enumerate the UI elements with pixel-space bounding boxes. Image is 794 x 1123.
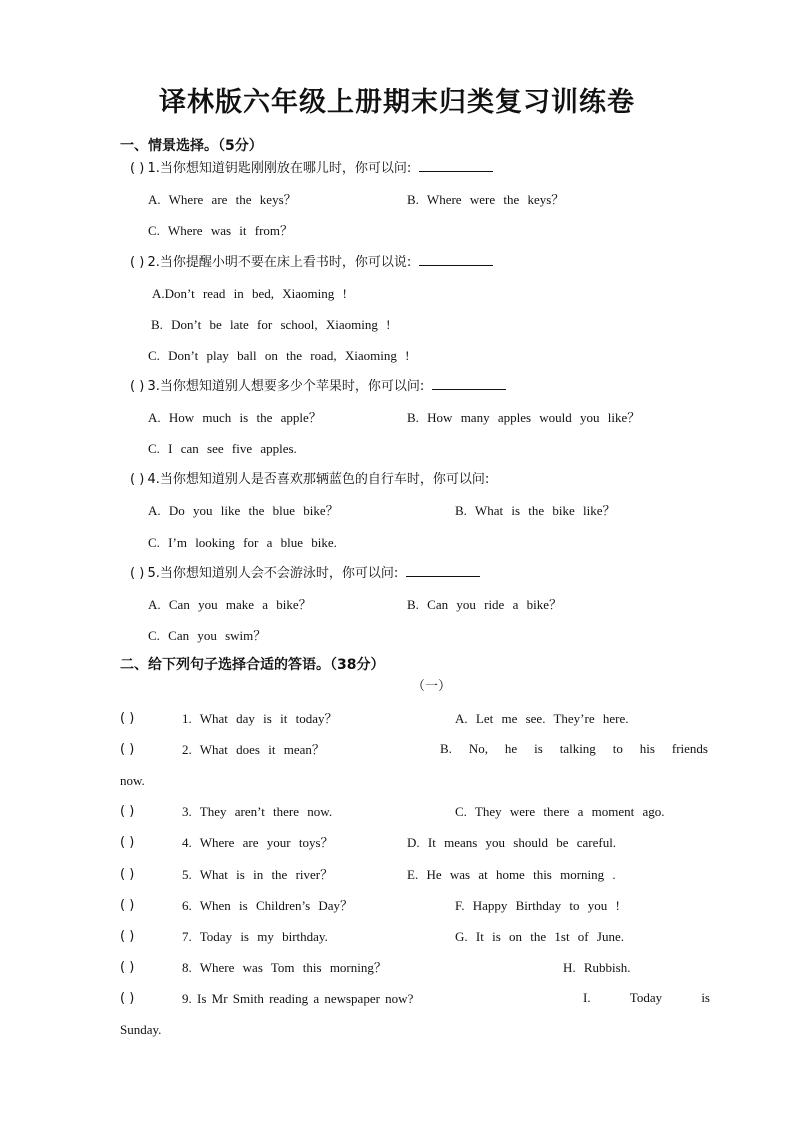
answer-paren[interactable]: ( ) — [120, 742, 135, 757]
question-stem: 1.当你想知道钥匙刚刚放在哪儿时，你可以问: — [147, 161, 412, 176]
section1-heading: 一、情景选择。（5分） — [120, 138, 263, 154]
answer-blank[interactable] — [419, 253, 493, 266]
question-row — [130, 470, 489, 489]
option-c: C. I can see five apples. — [148, 441, 297, 456]
answer-blank[interactable] — [419, 159, 493, 172]
answer-paren[interactable]: ( ) — [120, 960, 135, 975]
question-row — [130, 377, 506, 396]
answer-paren[interactable]: ( ) — [120, 711, 135, 726]
match-question: 4. Where are your toys？ — [182, 835, 334, 850]
answer-word: he — [504, 741, 518, 756]
match-answer: D. It means you should be careful. — [407, 835, 617, 850]
option-b: B. What is the bike like？ — [455, 503, 616, 518]
section2-subheading: （一） — [412, 679, 452, 694]
match-answer: F. Happy Birthday to you ! — [455, 898, 620, 913]
answer-paren[interactable]: ( ) — [120, 898, 135, 913]
option-b: B. Where were the keys？ — [407, 192, 565, 207]
match-question: 5. What is in the river？ — [182, 867, 334, 882]
answer-word: Today — [629, 990, 663, 1005]
option-b: B. Can you ride a bike？ — [407, 597, 562, 612]
match-question: 7. Today is my birthday. — [182, 929, 328, 944]
answer-paren[interactable]: ( ) — [130, 566, 145, 581]
option-c: C. Don’t play ball on the road, Xiaoming ! — [148, 348, 410, 363]
match-answer — [440, 741, 708, 757]
option-c: C. Where was it from？ — [148, 223, 294, 238]
answer-paren[interactable]: ( ) — [120, 991, 135, 1006]
answer-blank[interactable] — [406, 564, 480, 577]
question-stem: 4.当你想知道别人是否喜欢那辆蓝色的自行车时，你可以问: — [147, 472, 490, 487]
option-a: A. Where are the keys？ — [148, 192, 297, 207]
option-b: B. Don’t be late for school, Xiaoming ! — [151, 317, 391, 332]
match-answer-continuation: Sunday. — [120, 1022, 162, 1037]
question-stem: 5.当你想知道别人会不会游泳时，你可以问: — [147, 566, 399, 581]
match-answer: C. They were there a moment ago. — [455, 804, 665, 819]
answer-paren[interactable]: ( ) — [120, 867, 135, 882]
answer-paren[interactable]: ( ) — [130, 255, 145, 270]
answer-word: B. — [440, 741, 452, 756]
answer-word: friends — [671, 741, 708, 756]
answer-paren[interactable]: ( ) — [120, 929, 135, 944]
question-row — [130, 159, 493, 178]
match-answer: A. Let me see. They’re here. — [455, 711, 629, 726]
option-b: B. How many apples would you like？ — [407, 410, 641, 425]
option-a: A.Don’t read in bed, Xiaoming ! — [152, 286, 347, 301]
match-answer-continuation: now. — [120, 773, 145, 788]
answer-word: talking — [559, 741, 596, 756]
option-c: C. Can you swim？ — [148, 628, 267, 643]
option-a: A. Can you make a bike？ — [148, 597, 312, 612]
option-a: A. How much is the apple？ — [148, 410, 322, 425]
answer-blank[interactable] — [432, 377, 506, 390]
question-stem: 2.当你提醒小明不要在床上看书时，你可以说: — [147, 255, 412, 270]
answer-paren[interactable]: ( ) — [130, 472, 145, 487]
match-answer — [583, 990, 710, 1006]
answer-paren[interactable]: ( ) — [130, 161, 145, 176]
match-question: 2. What does it mean？ — [182, 742, 325, 757]
answer-word: to — [612, 741, 623, 756]
section2-heading: 二、给下列句子选择合适的答语。（38分） — [120, 657, 385, 673]
match-answer: G. It is on the 1st of June. — [455, 929, 624, 944]
match-question: 9. Is Mr Smith reading a newspaper now? — [182, 991, 414, 1006]
answer-word: is — [534, 741, 543, 756]
answer-word: his — [639, 741, 655, 756]
answer-paren[interactable]: ( ) — [120, 804, 135, 819]
match-question: 1. What day is it today？ — [182, 711, 338, 726]
answer-word: No, — [468, 741, 488, 756]
page-title: 译林版六年级上册期末归类复习训练卷 — [159, 87, 635, 118]
match-question: 8. Where was Tom this morning？ — [182, 960, 387, 975]
match-question: 3. They aren’t there now. — [182, 804, 333, 819]
match-answer: E. He was at home this morning . — [407, 867, 616, 882]
match-question: 6. When is Children’s Day？ — [182, 898, 354, 913]
option-a: A. Do you like the blue bike？ — [148, 503, 339, 518]
answer-paren[interactable]: ( ) — [130, 379, 145, 394]
answer-word: is — [701, 990, 710, 1005]
question-row — [130, 564, 480, 583]
question-row — [130, 253, 493, 272]
question-stem: 3.当你想知道别人想要多少个苹果时，你可以问: — [147, 379, 425, 394]
answer-word: I. — [583, 990, 591, 1005]
answer-paren[interactable]: ( ) — [120, 835, 135, 850]
option-c: C. I’m looking for a blue bike. — [148, 535, 337, 550]
match-answer: H. Rubbish. — [563, 960, 631, 975]
